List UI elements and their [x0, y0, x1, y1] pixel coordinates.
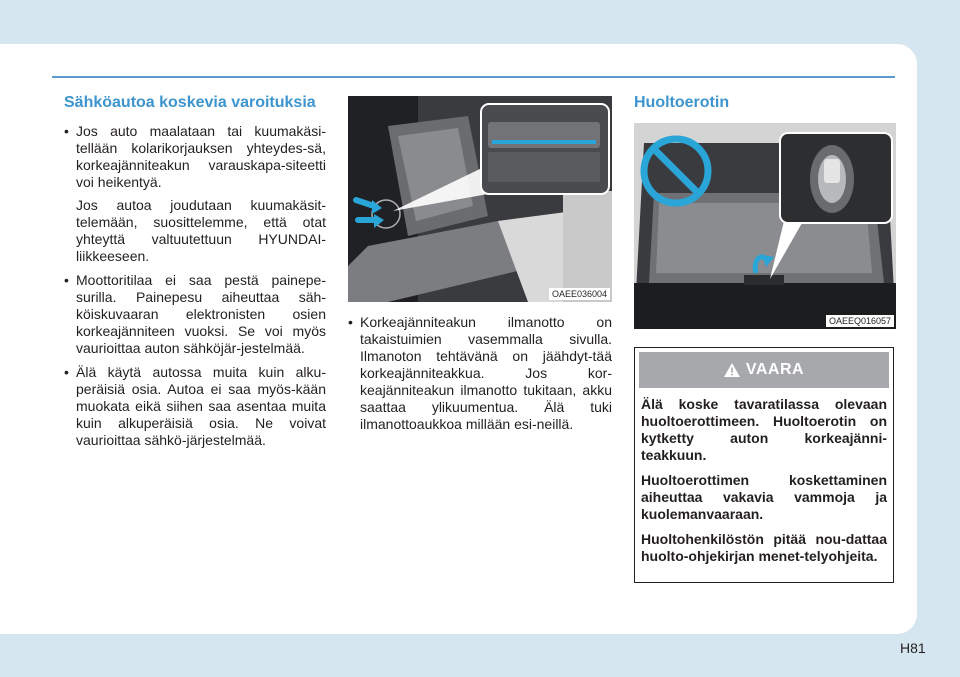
list-item-text: Moottoritilaa ei saa pestä painepe-surilla. Painepesu aiheuttaa säh-köiskuvaaran elektronisten osien korkeajänniteen vuoksi. Se voi myös vaurioittaa auton sähköjär-jestelmää.: [76, 272, 326, 356]
figure-code: OAEEQ016057: [826, 315, 894, 327]
bullet-icon: •: [64, 364, 69, 380]
list-item-text: Korkeajänniteakun ilmanotto on takaistuimien vasemmalla sivulla. Ilmanoton tehtävänä on jäähdyt-tää korkeajänniteakkua. Jos kor-keajänniteakun ilmanotto tukitaan, akku saattaa ylikuumentua. Älä tuki ilmanottoaukkoa millään esi-neillä.: [360, 314, 612, 432]
warning-triangle-icon: [724, 363, 740, 377]
danger-box: [634, 347, 894, 583]
rear-seat-illustration: [348, 96, 612, 302]
danger-body: [635, 388, 893, 565]
middle-column: [348, 96, 612, 440]
left-column: [64, 94, 326, 456]
trunk-illustration: [634, 123, 896, 329]
page-number: H81: [900, 640, 926, 656]
list-item-text: Jos auto maalataan tai kuumakäsi-tellään kolarikorjauksen yhteydes-sä, korkeajänniteakun varauskapa-siteetti voi heikentyä.: [76, 123, 326, 190]
danger-paragraph: Älä koske tavaratilassa olevaan huoltoerottimeen. Huoltoerotin on kytketty auton korkeajänni-teakkuun.: [641, 396, 887, 463]
list-item: [348, 314, 612, 433]
list-item: [64, 364, 326, 449]
section-heading-service-disconnect: Huoltoerotin: [634, 94, 730, 111]
bullet-icon: •: [64, 123, 69, 139]
section-heading-ev-warnings: Sähköautoa koskevia varoituksia: [64, 94, 316, 111]
rear-seat-air-intake-figure: [348, 96, 612, 302]
danger-title: VAARA: [745, 361, 805, 378]
right-column: [634, 94, 896, 583]
danger-paragraph: Huoltohenkilöstön pitää nou-dattaa huolto-ohjekirjan menet-telyohjeita.: [641, 531, 887, 564]
figure-code: OAEE036004: [549, 288, 610, 300]
air-intake-list: [348, 314, 612, 433]
bullet-icon: •: [348, 314, 353, 330]
bullet-icon: •: [64, 272, 69, 288]
header-rule: [52, 76, 895, 78]
list-item-text: Jos autoa joudutaan kuumakäsit-telemään, suosittelemme, että otat yhteyttä valtuutettuun HYUNDAI-liikkeeseen.: [76, 197, 326, 264]
service-disconnect-figure: [634, 123, 896, 329]
danger-paragraph: Huoltoerottimen koskettaminen aiheuttaa vakavia vammoja ja kuolemanvaaraan.: [641, 472, 887, 522]
list-item: [64, 123, 326, 265]
list-item-text: Älä käytä autossa muita kuin alku-peräisiä osia. Autoa ei saa myös-kään muokata eikä siihen saa asentaa muita kuin alkuperäisiä osia. Ne voivat vaurioittaa sähkö-järjestelmää.: [76, 364, 326, 448]
danger-header: [639, 352, 889, 388]
list-item: [64, 272, 326, 357]
warning-list: [64, 123, 326, 449]
